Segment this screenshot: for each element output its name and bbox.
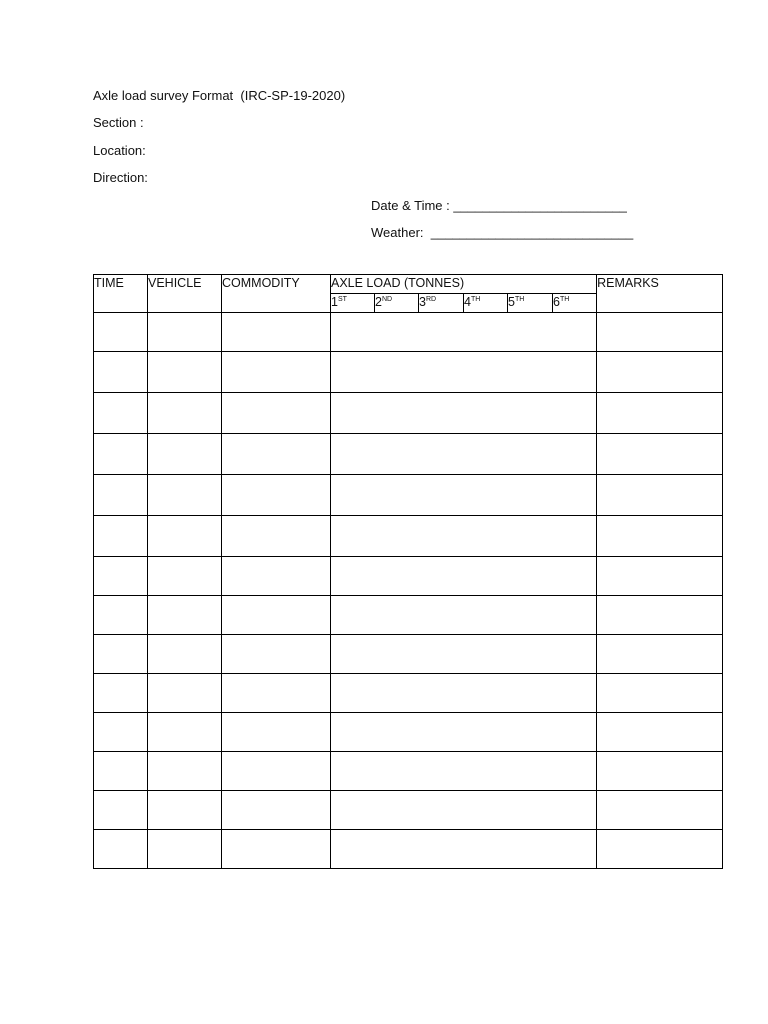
time-cell bbox=[94, 313, 148, 352]
remarks-cell bbox=[597, 434, 723, 475]
vehicle-cell bbox=[148, 596, 222, 635]
axle-3-suffix: RD bbox=[425, 296, 437, 303]
table-row bbox=[94, 635, 723, 674]
axle-load-cell bbox=[331, 830, 597, 869]
table-row bbox=[94, 434, 723, 475]
axle-load-cell bbox=[331, 516, 597, 557]
axle-load-cell bbox=[331, 596, 597, 635]
axle-load-survey-table bbox=[93, 274, 723, 869]
commodity-column-header: COMMODITY bbox=[222, 275, 331, 313]
commodity-cell bbox=[222, 393, 331, 434]
table-row bbox=[94, 752, 723, 791]
vehicle-cell bbox=[148, 434, 222, 475]
remarks-cell bbox=[597, 791, 723, 830]
table-row bbox=[94, 313, 723, 352]
time-cell bbox=[94, 791, 148, 830]
commodity-cell bbox=[222, 557, 331, 596]
section-label: Section : bbox=[93, 115, 144, 130]
remarks-cell bbox=[597, 674, 723, 713]
remarks-cell bbox=[597, 352, 723, 393]
direction-label: Direction: bbox=[93, 170, 148, 185]
time-cell bbox=[94, 475, 148, 516]
commodity-cell bbox=[222, 434, 331, 475]
vehicle-cell bbox=[148, 313, 222, 352]
vehicle-cell bbox=[148, 713, 222, 752]
axle-2-number: 2 bbox=[375, 295, 382, 309]
table-row bbox=[94, 475, 723, 516]
axle-load-cell bbox=[331, 674, 597, 713]
axle-load-cell bbox=[331, 713, 597, 752]
commodity-cell bbox=[222, 752, 331, 791]
axle-load-column-header: AXLE LOAD (TONNES) bbox=[331, 275, 597, 294]
axle-load-cell bbox=[331, 352, 597, 393]
axle-6-number: 6 bbox=[553, 295, 560, 309]
vehicle-cell bbox=[148, 635, 222, 674]
time-cell bbox=[94, 713, 148, 752]
remarks-cell bbox=[597, 713, 723, 752]
axle-2-suffix: ND bbox=[381, 296, 393, 303]
remarks-cell bbox=[597, 516, 723, 557]
axle-load-cell bbox=[331, 557, 597, 596]
vehicle-cell bbox=[148, 752, 222, 791]
time-cell bbox=[94, 434, 148, 475]
axle-load-cell bbox=[331, 475, 597, 516]
axle-4-header bbox=[464, 294, 508, 313]
axle-3-header bbox=[419, 294, 464, 313]
axle-5-number: 5 bbox=[508, 295, 515, 309]
axle-load-cell bbox=[331, 393, 597, 434]
axle-4-suffix: TH bbox=[470, 296, 481, 303]
axle-6-header bbox=[553, 294, 597, 313]
time-cell bbox=[94, 752, 148, 791]
axle-load-cell bbox=[331, 752, 597, 791]
vehicle-cell bbox=[148, 674, 222, 713]
axle-5-suffix: TH bbox=[514, 296, 525, 303]
vehicle-cell bbox=[148, 791, 222, 830]
commodity-cell bbox=[222, 352, 331, 393]
axle-load-cell bbox=[331, 313, 597, 352]
location-label: Location: bbox=[93, 143, 146, 158]
time-cell bbox=[94, 393, 148, 434]
table-row bbox=[94, 830, 723, 869]
axle-1-suffix: ST bbox=[337, 296, 347, 303]
commodity-cell bbox=[222, 516, 331, 557]
axle-load-cell bbox=[331, 635, 597, 674]
remarks-cell bbox=[597, 635, 723, 674]
time-cell bbox=[94, 830, 148, 869]
time-cell bbox=[94, 557, 148, 596]
commodity-cell bbox=[222, 791, 331, 830]
table-row bbox=[94, 516, 723, 557]
vehicle-cell bbox=[148, 393, 222, 434]
commodity-cell bbox=[222, 313, 331, 352]
axle-load-cell bbox=[331, 791, 597, 830]
time-cell bbox=[94, 516, 148, 557]
table-row bbox=[94, 393, 723, 434]
table-row bbox=[94, 596, 723, 635]
vehicle-cell bbox=[148, 557, 222, 596]
axle-2-header bbox=[375, 294, 419, 313]
vehicle-cell bbox=[148, 352, 222, 393]
remarks-cell bbox=[597, 393, 723, 434]
remarks-cell bbox=[597, 752, 723, 791]
axle-5-header bbox=[508, 294, 553, 313]
remarks-cell bbox=[597, 596, 723, 635]
remarks-cell bbox=[597, 475, 723, 516]
time-column-header: TIME bbox=[94, 275, 148, 313]
remarks-column-header: REMARKS bbox=[597, 275, 723, 313]
table-row bbox=[94, 557, 723, 596]
commodity-cell bbox=[222, 596, 331, 635]
commodity-cell bbox=[222, 635, 331, 674]
remarks-cell bbox=[597, 313, 723, 352]
axle-3-number: 3 bbox=[419, 295, 426, 309]
axle-6-suffix: TH bbox=[559, 296, 570, 303]
commodity-cell bbox=[222, 830, 331, 869]
vehicle-cell bbox=[148, 516, 222, 557]
vehicle-column-header: VEHICLE bbox=[148, 275, 222, 313]
date-time-label: Date & Time : ________________________ bbox=[371, 198, 627, 213]
table-header-row bbox=[94, 275, 723, 294]
axle-1-header bbox=[331, 294, 375, 313]
remarks-cell bbox=[597, 557, 723, 596]
commodity-cell bbox=[222, 475, 331, 516]
table-row bbox=[94, 674, 723, 713]
vehicle-cell bbox=[148, 475, 222, 516]
time-cell bbox=[94, 674, 148, 713]
axle-load-cell bbox=[331, 434, 597, 475]
commodity-cell bbox=[222, 713, 331, 752]
time-cell bbox=[94, 596, 148, 635]
table-row bbox=[94, 791, 723, 830]
axle-4-number: 4 bbox=[464, 295, 471, 309]
table-row bbox=[94, 352, 723, 393]
form-title: Axle load survey Format (IRC-SP-19-2020) bbox=[93, 88, 346, 103]
remarks-cell bbox=[597, 830, 723, 869]
axle-1-number: 1 bbox=[331, 295, 338, 309]
vehicle-cell bbox=[148, 830, 222, 869]
time-cell bbox=[94, 352, 148, 393]
commodity-cell bbox=[222, 674, 331, 713]
weather-label: Weather: ____________________________ bbox=[371, 225, 634, 240]
time-cell bbox=[94, 635, 148, 674]
table-row bbox=[94, 713, 723, 752]
